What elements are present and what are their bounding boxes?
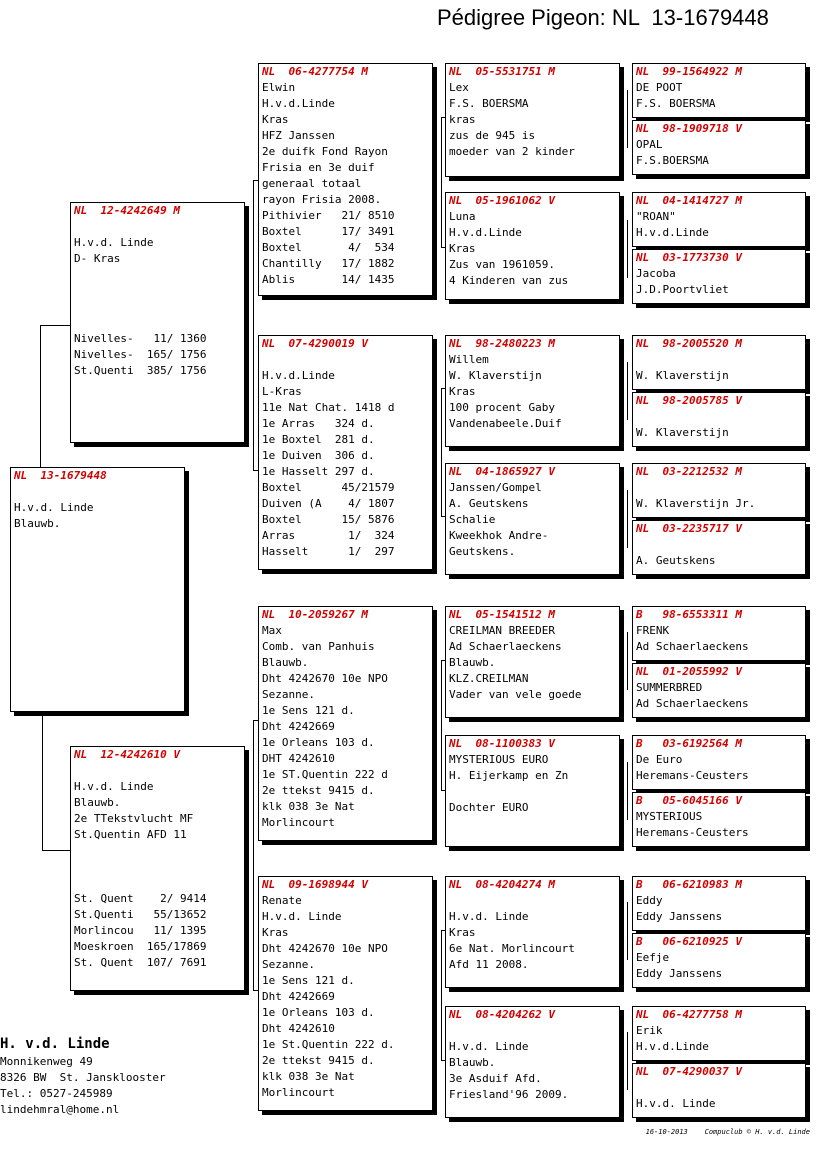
ring-number: B 03-6192564 M (636, 737, 742, 750)
pigeon-info-line: Eddy Janssens (636, 967, 723, 980)
pigeon-info-line: Blauwb. (449, 1056, 496, 1069)
pigeon-info-line: FRENK (636, 624, 670, 637)
pedigree-card-great-grandparent (445, 876, 620, 988)
ring-number: NL 10-2059267 M (262, 608, 368, 621)
connector-line (441, 388, 442, 516)
ring-number: NL 99-1564922 M (636, 65, 742, 78)
pigeon-info-line: H.v.d. Linde (449, 910, 529, 923)
pigeon-info-line: W. Klaverstijn (636, 369, 729, 382)
pigeon-info-line: Blauwb. (14, 517, 61, 530)
pigeon-info-line: 1e Duiven 306 d. (262, 449, 375, 462)
pigeon-info-line: Vandenabeele.Duif (449, 417, 562, 430)
pigeon-info-line (633, 537, 805, 553)
pigeon-info-line: kras (449, 113, 476, 126)
connector-line (627, 762, 628, 820)
pigeon-info-line (633, 352, 805, 368)
ring-number: NL 04-1865927 V (449, 465, 555, 478)
pigeon-info-line: Blauwb. (74, 796, 121, 809)
pigeon-info-line: Jacoba (636, 267, 676, 280)
pigeon-info-line: MYSTERIOUS (636, 810, 703, 823)
pigeon-info-line: Sezanne. (262, 688, 315, 701)
ring-number: NL 05-5531751 M (449, 65, 555, 78)
pigeon-info-line: Ablis 14/ 1435 (262, 273, 395, 286)
pigeon-info-line: Eefje (636, 951, 670, 964)
pigeon-info-line: KLZ.CREILMAN (449, 672, 529, 685)
pigeon-info-line: 1e ST.Quentin 222 d (262, 768, 388, 781)
connector-line (42, 850, 71, 851)
ring-number: B 06-6210925 V (636, 935, 742, 948)
ring-number: NL 09-1698944 V (262, 878, 368, 891)
pedigree-card-great-grandparent (445, 192, 620, 300)
connector-line (441, 930, 442, 1060)
pigeon-info-line: 100 procent Gaby (449, 401, 555, 414)
pigeon-info-line: Moeskroen 165/17869 (74, 940, 207, 953)
pigeon-info-line: De Euro (636, 753, 683, 766)
pigeon-info-line (71, 283, 244, 299)
ring-number: NL 05-1961062 V (449, 194, 555, 207)
pigeon-info-line: H.v.d.Linde (636, 226, 709, 239)
pedigree-card-grandmother-maternal (258, 876, 433, 1111)
pigeon-info-line: L-Kras (262, 385, 302, 398)
pigeon-info-line: Lex (449, 81, 469, 94)
pedigree-card-ancestor (632, 735, 806, 790)
pigeon-info-line: 1e Orleans 103 d. (262, 1006, 375, 1019)
pigeon-info-line (633, 480, 805, 496)
pigeon-info-line: H.v.d.Linde (636, 1040, 709, 1053)
ring-number: NL 01-2055992 V (636, 665, 742, 678)
pigeon-info-line: Dht 4242670 10e NPO (262, 942, 388, 955)
connector-line (627, 1032, 628, 1090)
ring-number: NL 13-1679448 (14, 469, 107, 482)
pedigree-card-grandmother-paternal (258, 335, 433, 570)
pigeon-info-line: H.v.d. Linde (449, 1040, 529, 1053)
pigeon-info-line (71, 763, 244, 779)
pigeon-info-line: H.v.d. Linde (262, 910, 342, 923)
pigeon-info-line: zus de 945 is (449, 129, 536, 142)
ring-number: NL 08-4204262 V (449, 1008, 555, 1021)
pigeon-info-line (11, 484, 184, 500)
pigeon-info-line: Morlincourt (262, 1086, 335, 1099)
connector-line (253, 180, 254, 470)
pigeon-info-line: Ad Schaerlaeckens (636, 640, 749, 653)
pigeon-info-line: OPAL (636, 138, 663, 151)
pigeon-info-line: Heremans-Ceusters (636, 826, 749, 839)
pedigree-card-ancestor (632, 606, 806, 661)
pigeon-info-line: klk 038 3e Nat (262, 1070, 355, 1083)
pigeon-info-line: Ad Schaerlaeckens (636, 697, 749, 710)
connector-line (42, 710, 43, 850)
pigeon-info-line: 2e ttekst 9415 d. (262, 1054, 375, 1067)
pedigree-card-ancestor (632, 120, 806, 175)
ring-number: NL 98-2005785 V (636, 394, 742, 407)
pedigree-card-ancestor (632, 1063, 806, 1118)
pigeon-info-line: Frisia en 3e duif (262, 161, 375, 174)
pigeon-info-line (446, 1023, 619, 1039)
pedigree-card-great-grandparent (445, 1006, 620, 1118)
pedigree-card-ancestor (632, 876, 806, 931)
pigeon-info-line: J.D.Poortvliet (636, 283, 729, 296)
pigeon-info-line: Vader van vele goede (449, 688, 582, 701)
pigeon-info-line: Kras (449, 926, 476, 939)
pigeon-info-line: Eddy Janssens (636, 910, 723, 923)
pedigree-card-ancestor (632, 192, 806, 247)
ring-number: B 98-6553311 M (636, 608, 742, 621)
pigeon-info-line: Morlincourt (262, 816, 335, 829)
credit-line: 16-10-2013 Compuclub © H. v.d. Linde (645, 1128, 810, 1136)
ring-number: B 06-6210983 M (636, 878, 742, 891)
pigeon-info-line: DE POOT (636, 81, 683, 94)
pigeon-info-line: Boxtel 4/ 534 (262, 241, 395, 254)
pedigree-card-ancestor (632, 520, 806, 575)
pigeon-info-line: 2e TTekstvlucht MF (74, 812, 194, 825)
pigeon-info-line: Willem (449, 353, 489, 366)
connector-line (40, 325, 41, 470)
pigeon-info-line (71, 315, 244, 331)
pigeon-info-line: Arras 1/ 324 (262, 529, 395, 542)
pigeon-info-line: "ROAN" (636, 210, 676, 223)
pigeon-info-line: 11e Nat Chat. 1418 d (262, 401, 395, 414)
pedigree-card-ancestor (632, 392, 806, 447)
pigeon-info-line: Hasselt 1/ 297 (262, 545, 395, 558)
pigeon-info-line: H.v.d. Linde (14, 501, 94, 514)
pigeon-info-line: 1e Sens 121 d. (262, 704, 355, 717)
pigeon-info-line: Boxtel 17/ 3491 (262, 225, 395, 238)
ring-number: NL 98-2005520 M (636, 337, 742, 350)
pigeon-info-line: Zus van 1961059. (449, 258, 555, 271)
pigeon-info-line: A. Geutskens (449, 497, 529, 510)
pigeon-info-line: Elwin (262, 81, 296, 94)
pigeon-info-line: CREILMAN BREEDER (449, 624, 555, 637)
pedigree-card-father (70, 202, 245, 443)
ring-number: NL 12-4242649 M (74, 204, 180, 217)
pigeon-info-line: Dht 4242670 10e NPO (262, 672, 388, 685)
pigeon-info-line: F.S. BOERSMA (449, 97, 529, 110)
pigeon-info-line: Kras (262, 113, 289, 126)
pigeon-info-line: HFZ Janssen (262, 129, 335, 142)
pigeon-info-line: Dht 4242610 (262, 1022, 335, 1035)
pigeon-info-line (71, 859, 244, 875)
pedigree-card-ancestor (632, 463, 806, 518)
pigeon-info-line: H.v.d.Linde (449, 226, 522, 239)
pigeon-info-line (71, 875, 244, 891)
pigeon-info-line: W. Klaverstijn (636, 426, 729, 439)
connector-line (627, 362, 628, 420)
pigeon-info-line: Kras (262, 926, 289, 939)
ring-number: NL 98-1909718 V (636, 122, 742, 135)
pedigree-card-ancestor (632, 663, 806, 718)
pedigree-card-subject (10, 467, 185, 712)
pigeon-info-line: Heremans-Ceusters (636, 769, 749, 782)
connector-line (441, 660, 442, 790)
pigeon-info-line: 1e Orleans 103 d. (262, 736, 375, 749)
pigeon-info-line: Renate (262, 894, 302, 907)
pigeon-info-line (71, 299, 244, 315)
page-title: Pédigree Pigeon: NL 13-1679448 (437, 5, 769, 30)
pigeon-info-line: Duiven (A 4/ 1807 (262, 497, 395, 510)
pigeon-info-line: St.Quenti 55/13652 (74, 908, 207, 921)
pigeon-info-line (633, 409, 805, 425)
connector-line (627, 902, 628, 960)
pedigree-card-great-grandparent (445, 335, 620, 447)
ring-number: NL 07-4290037 V (636, 1065, 742, 1078)
pedigree-card-ancestor (632, 933, 806, 988)
ring-number: NL 08-1100383 V (449, 737, 555, 750)
pigeon-info-line: St.Quenti 385/ 1756 (74, 364, 207, 377)
pigeon-info-line: Erik (636, 1024, 663, 1037)
owner-phone: Tel.: 0527-245989 (0, 1087, 113, 1100)
pigeon-info-line: F.S. BOERSMA (636, 97, 716, 110)
pigeon-info-line: Blauwb. (262, 656, 309, 669)
pigeon-info-line: Chantilly 17/ 1882 (262, 257, 395, 270)
pigeon-info-line: Morlincou 11/ 1395 (74, 924, 207, 937)
pigeon-info-line (71, 267, 244, 283)
ring-number: NL 08-4204274 M (449, 878, 555, 891)
pigeon-info-line: Boxtel 45/21579 (262, 481, 395, 494)
pigeon-info-line: Sezanne. (262, 958, 315, 971)
pedigree-card-ancestor (632, 335, 806, 390)
pigeon-info-line: Afd 11 2008. (449, 958, 529, 971)
pedigree-card-ancestor (632, 792, 806, 847)
connector-line (253, 720, 254, 990)
ring-number: NL 03-2235717 V (636, 522, 742, 535)
pigeon-info-line: D- Kras (74, 252, 121, 265)
pigeon-info-line: 1e Hasselt 297 d. (262, 465, 375, 478)
pigeon-info-line: DHT 4242610 (262, 752, 335, 765)
ring-number: NL 06-4277758 M (636, 1008, 742, 1021)
ring-number: NL 04-1414727 M (636, 194, 742, 207)
ring-number: B 05-6045166 V (636, 794, 742, 807)
ring-number: NL 07-4290019 V (262, 337, 368, 350)
pigeon-info-line: H.v.d.Linde (262, 97, 335, 110)
pigeon-info-line: 1e Boxtel 281 d. (262, 433, 375, 446)
ring-number: NL 05-1541512 M (449, 608, 555, 621)
pigeon-info-line (446, 893, 619, 909)
pigeon-info-line: Luna (449, 210, 476, 223)
pedigree-card-mother (70, 746, 245, 991)
pigeon-info-line: Kras (449, 242, 476, 255)
pigeon-info-line: 3e Asduif Afd. (449, 1072, 542, 1085)
connector-line (627, 90, 628, 148)
pigeon-info-line: W. Klaverstijn Jr. (636, 497, 756, 510)
pigeon-info-line: 1e Sens 121 d. (262, 974, 355, 987)
pigeon-info-line: Nivelles- 11/ 1360 (74, 332, 207, 345)
pigeon-info-line: Dht 4242669 (262, 720, 335, 733)
pigeon-info-line (633, 1080, 805, 1096)
pigeon-info-line: Ad Schaerlaeckens (449, 640, 562, 653)
ring-number: NL 12-4242610 V (74, 748, 180, 761)
pigeon-info-line: Max (262, 624, 282, 637)
pigeon-info-line: H.v.d. Linde (74, 780, 154, 793)
pigeon-info-line: H.v.d.Linde (262, 369, 335, 382)
pedigree-card-great-grandparent (445, 463, 620, 575)
ring-number: NL 03-1773730 V (636, 251, 742, 264)
pedigree-card-ancestor (632, 63, 806, 118)
owner-info (0, 1034, 166, 1118)
ring-number: NL 06-4277754 M (262, 65, 368, 78)
pedigree-card-great-grandparent (445, 735, 620, 847)
pigeon-info-line: generaal totaal (262, 177, 362, 190)
owner-city: 8326 BW St. Jansklooster (0, 1071, 166, 1084)
pigeon-info-line: F.S.BOERSMA (636, 154, 709, 167)
pigeon-info-line: 4 Kinderen van zus (449, 274, 569, 287)
pedigree-card-grandfather-maternal (258, 606, 433, 841)
connector-line (441, 117, 442, 247)
owner-street: Monnikenweg 49 (0, 1055, 93, 1068)
pigeon-info-line (446, 784, 619, 800)
connector-line (627, 490, 628, 548)
pigeon-info-line: Pithivier 21/ 8510 (262, 209, 395, 222)
pigeon-info-line: Janssen/Gompel (449, 481, 542, 494)
pedigree-card-ancestor (632, 249, 806, 304)
pigeon-info-line: St. Quent 2/ 9414 (74, 892, 207, 905)
pigeon-info-line: 2e ttekst 9415 d. (262, 784, 375, 797)
pigeon-info-line: W. Klaverstijn (449, 369, 542, 382)
pigeon-info-line: Eddy (636, 894, 663, 907)
pigeon-info-line: 1e St.Quentin 222 d. (262, 1038, 395, 1051)
pigeon-info-line: Schalie (449, 513, 496, 526)
pigeon-info-line: H.v.d. Linde (74, 236, 154, 249)
pigeon-info-line: moeder van 2 kinder (449, 145, 575, 158)
connector-line (627, 632, 628, 690)
pigeon-info-line (259, 352, 432, 368)
pigeon-info-line (71, 219, 244, 235)
pigeon-info-line: A. Geutskens (636, 554, 716, 567)
pigeon-info-line: 2e duifk Fond Rayon (262, 145, 388, 158)
pedigree-card-great-grandparent (445, 63, 620, 177)
ring-number: NL 98-2480223 M (449, 337, 555, 350)
pigeon-info-line: Boxtel 15/ 5876 (262, 513, 395, 526)
pigeon-info-line: H. Eijerkamp en Zn (449, 769, 569, 782)
connector-line (627, 220, 628, 278)
pigeon-info-line: Nivelles- 165/ 1756 (74, 348, 207, 361)
pigeon-info-line: Dht 4242669 (262, 990, 335, 1003)
pedigree-card-great-grandparent (445, 606, 620, 718)
pigeon-info-line: Dochter EURO (449, 801, 529, 814)
owner-email: lindehmral@home.nl (0, 1103, 120, 1116)
pigeon-info-line: H.v.d. Linde (636, 1097, 716, 1110)
pigeon-info-line: St.Quentin AFD 11 (74, 828, 187, 841)
pigeon-info-line: klk 038 3e Nat (262, 800, 355, 813)
pigeon-info-line (71, 843, 244, 859)
owner-name: H. v.d. Linde (0, 1036, 110, 1052)
pigeon-info-line: 1e Arras 324 d. (262, 417, 375, 430)
ring-number: NL 03-2212532 M (636, 465, 742, 478)
pigeon-info-line: 6e Nat. Morlincourt (449, 942, 575, 955)
pigeon-info-line: Friesland'96 2009. (449, 1088, 569, 1101)
pedigree-card-ancestor (632, 1006, 806, 1061)
pedigree-card-grandfather-paternal (258, 63, 433, 296)
pigeon-info-line: Kweekhok Andre- (449, 529, 549, 542)
pigeon-info-line: SUMMERBRED (636, 681, 703, 694)
pigeon-info-line: St. Quent 107/ 7691 (74, 956, 207, 969)
pigeon-info-line: Geutskens. (449, 545, 516, 558)
pigeon-info-line: Kras (449, 385, 476, 398)
pigeon-info-line: MYSTERIOUS EURO (449, 753, 549, 766)
pigeon-info-line: Blauwb. (449, 656, 496, 669)
pigeon-info-line: Comb. van Panhuis (262, 640, 375, 653)
connector-line (40, 325, 71, 326)
pigeon-info-line: rayon Frisia 2008. (262, 193, 382, 206)
